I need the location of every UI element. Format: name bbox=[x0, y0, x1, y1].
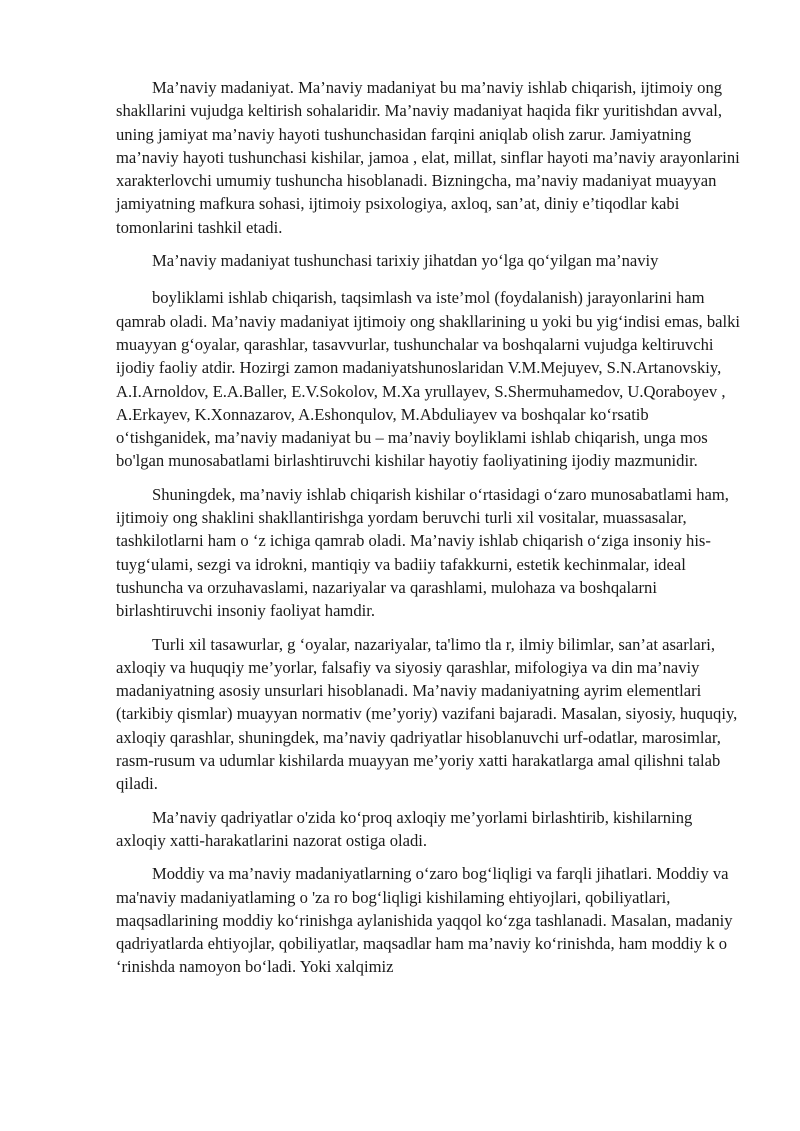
paragraph-3: Shuningdek, ma’naviy ishlab chiqarish kishilar o‘rtasidagi o‘zaro munosabatlami ham, ijtimoiy ong shaklini shakllantirishga yordam beruvchi turli xil vositalar, muassasalar, tashkilotlarni ham o ‘z ichiga qamrab oladi. Ma’naviy ishlab chiqarish o‘ziga insoniy his-tuyg‘ulami, sezgi va idrokni, mantiqiy va badiiy tafakkurni, estetik kechinmalar, ideal tushuncha va orzuhavaslami, nazariyalar va qarashlami, mulohaza va boshqalarni birlashtiruvchi insoniy faoliyat hamdir. bbox=[116, 484, 729, 621]
paragraph-2-start: Ma’naviy madaniyat tushunchasi tarixiy jihatdan yo‘lga qo‘yilgan ma’naviy bbox=[152, 251, 659, 271]
document-page bbox=[116, 76, 740, 989]
paragraph-4: Turli xil tasawurlar, g ‘oyalar, nazariyalar, ta'limo tla r, ilmiy bilimlar, san’at asarlari, axloqiy va huquqiy me’yorlar, falsafiy va siyosiy qarashlar, mifologiya va din ma’naviy madaniyatning asosiy unsurlari hisoblanadi. Ma’naviy madaniyatning ayrim elementlari (tarkibiy qismlar) muayyan normativ (me’yoriy) vazifani bajaradi. Masalan, siyosiy, huquqiy, axloqiy qarashlar, shuningdek, ma’naviy qadriyatlar hisoblanuvchi urf-odatlar, marosimlar, rasm-rusum va udumlar kishilarda muayyan me’yoriy xatti harakatlarga amal qilishni talab qiladi. bbox=[116, 634, 738, 794]
paragraph-6: Moddiy va ma’naviy madaniyatlarning o‘zaro bog‘liqligi va farqli jihatlari. Moddiy va ma'naviy madaniyatlaming o 'za ro bog‘liqligi kishilaming ehtiyojlari, qobiliyatlari, maqsadlarining moddiy ko‘rinishga aylanishida yaqqol ko‘zga tashlanadi. Masalan, madaniy qadriyatlarda ehtiyojlar, qobiliyatlar, maqsadlar ham ma’naviy ko‘rinishda, ham moddiy k o ‘rinishda namoyon bo‘ladi. Yoki xalqimiz bbox=[116, 864, 733, 977]
paragraph-1: Ma’naviy madaniyat. Ma’naviy madaniyat bu ma’naviy ishlab chiqarish, ijtimoiy ong shakllarini vujudga keltirish sohalaridir. Ma’naviy madaniyat haqida fikr yuritishdan avval, uning jamiyat ma’naviy hayoti tushunchasidan farqini aniqlab olish zarur. Jamiyatning ma’naviy hayoti tushunchasi kishilar, jamoa , elat, millat, sinflar hayoti ma’naviy arayonlarini xarakterlovchi umumiy tushuncha hisoblanadi. Bizningcha, ma’naviy madaniyat muayyan jamiyatning mafkura sohasi, ijtimoiy psixologiya, axloq, san’at, diniy e’tiqodlar kabi tomonlarini tashkil etadi. bbox=[116, 78, 740, 237]
paragraph-2-continuation-text: boyliklami ishlab chiqarish, taqsimlash va iste’mol (foydalanish) jarayonlarini ham qamrab oladi. Ma’naviy madaniyat ijtimoiy ong shakllarining u yoki bu yig‘indisi emas, balki muayyan g‘oyalar, qarashlar, tasavvurlar, tushunchalar va boshqalarni vujudga keltiruvchi ijodiy faoliy atdir. Hozirgi zamon madaniyatshunoslaridan V.M.Mejuyev, S.N.Artanovskiy, A.I.Arnoldov, E.A.Baller, E.V.Sokolov, M.Xa yrullayev, S.Shermuhamedov, U.Qoraboyev , A.Erkayev, K.Xonnazarov, A.Eshonqulov, M.Abduliayev va boshqalar ko‘rsatib o‘tishganidek, ma’naviy madaniyat bu – ma’naviy boyliklami ishlab chiqarish, unga mos bo'lgan munosabatlami birlashtiruvchi kishilar hayotiy faoliyatining ijodiy mazmunidir. bbox=[116, 288, 740, 471]
paragraph-5: Ma’naviy qadriyatlar o'zida ko‘proq axloqiy me’yorlami birlashtirib, kishilarning axloqiy xatti-harakatlarini nazorat ostiga oladi. bbox=[116, 807, 693, 850]
paragraph-2-continuation bbox=[116, 286, 740, 472]
